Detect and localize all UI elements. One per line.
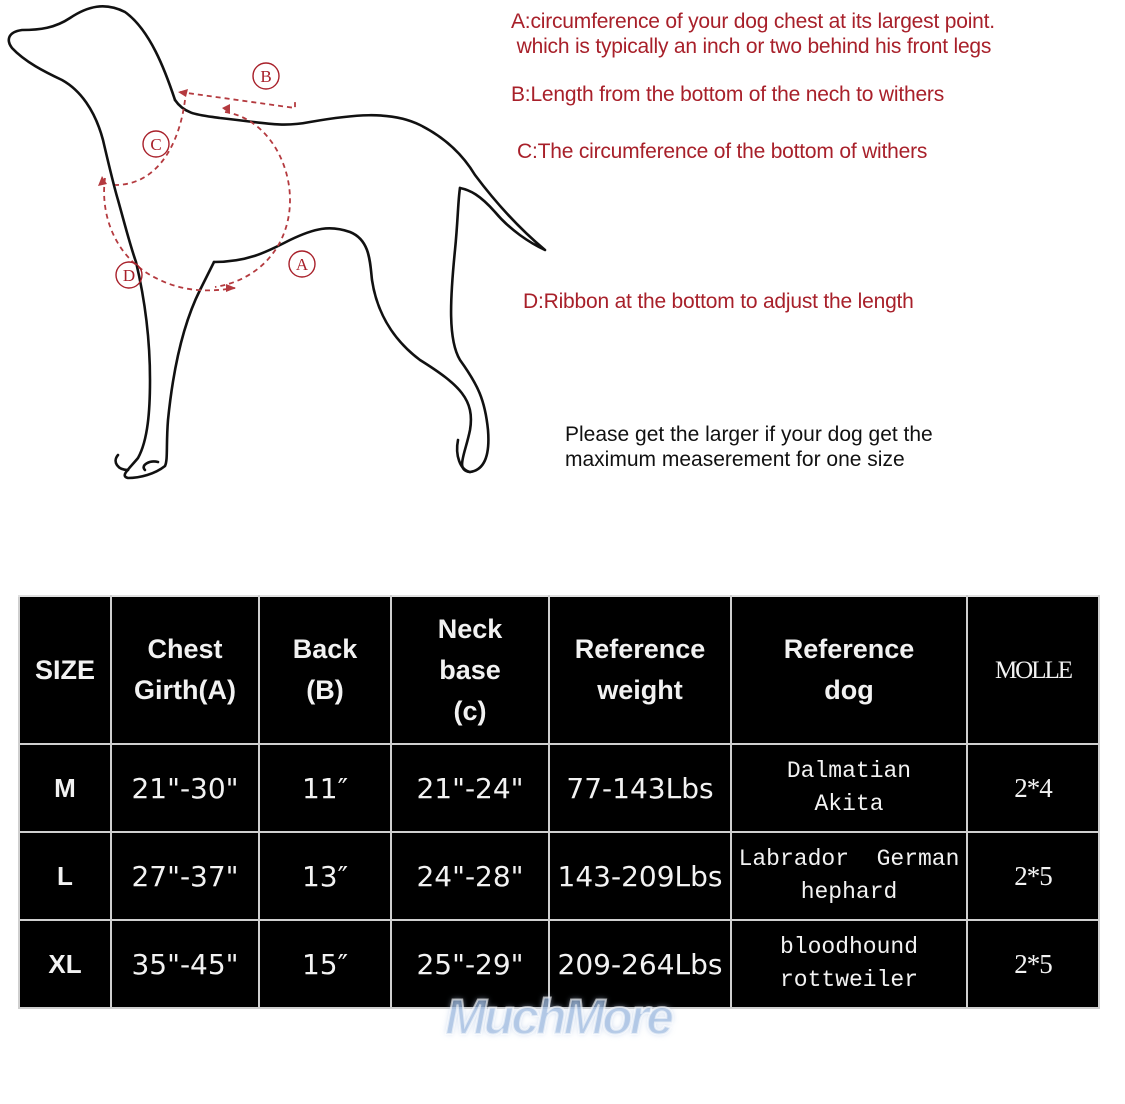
header-back: Back (B) [259,596,391,744]
header-chest-girth: Chest Girth(A) [111,596,259,744]
table-row [19,744,1099,832]
cell-size: L [19,832,111,920]
watermark-logo: MuchMore [445,989,671,1045]
sizing-tip [565,422,933,472]
cell-neck: 25"-29" [391,920,549,1008]
cell-weight: 77-143Lbs [549,744,731,832]
header-molle: MOLLE [967,596,1099,744]
sizing-tip-line1: Please get the larger if your dog get the [565,423,933,446]
measure-lines [104,92,295,290]
cell-chest: 27"-37" [111,832,259,920]
header-neck-base: Neck base (c) [391,596,549,744]
label-d: D [122,266,136,285]
label-b: B [260,67,272,86]
note-b: B:Length from the bottom of the nech to withers [511,83,945,106]
header-reference-weight: Reference weight [549,596,731,744]
table-header-row [19,596,1099,744]
cell-back: 15″ [259,920,391,1008]
cell-dog: bloodhound rottweiler [731,920,967,1008]
cell-dog: Dalmatian Akita [731,744,967,832]
note-a [511,9,995,59]
cell-neck: 21"-24" [391,744,549,832]
cell-molle: 2*5 [967,920,1099,1008]
cell-size: XL [19,920,111,1008]
cell-molle: 2*4 [967,744,1099,832]
header-size: SIZE [19,596,111,744]
cell-weight: 143-209Lbs [549,832,731,920]
cell-weight: 209-264Lbs [549,920,731,1008]
cell-chest: 35"-45" [111,920,259,1008]
table-row [19,832,1099,920]
header-reference-dog: Reference dog [731,596,967,744]
note-a-line2: which is typically an inch or two behind his front legs [511,35,992,58]
label-a: A [295,255,309,274]
note-c: C:The circumference of the bottom of withers [517,140,928,163]
size-chart-table [18,595,1100,1009]
measure-label-icons [116,63,315,288]
cell-back: 13″ [259,832,391,920]
cell-chest: 21"-30" [111,744,259,832]
cell-molle: 2*5 [967,832,1099,920]
note-d: D:Ribbon at the bottom to adjust the length [523,290,914,313]
sizing-tip-line2: maximum measerement for one size [565,448,905,471]
cell-back: 11″ [259,744,391,832]
label-c: C [150,135,162,154]
cell-dog: Labrador German hephard [731,832,967,920]
dog-measurement-diagram [0,0,600,480]
cell-size: M [19,744,111,832]
note-a-line1: A:circumference of your dog chest at its largest point. [511,10,995,33]
cell-neck: 24"-28" [391,832,549,920]
dog-outline-icon [9,6,545,478]
